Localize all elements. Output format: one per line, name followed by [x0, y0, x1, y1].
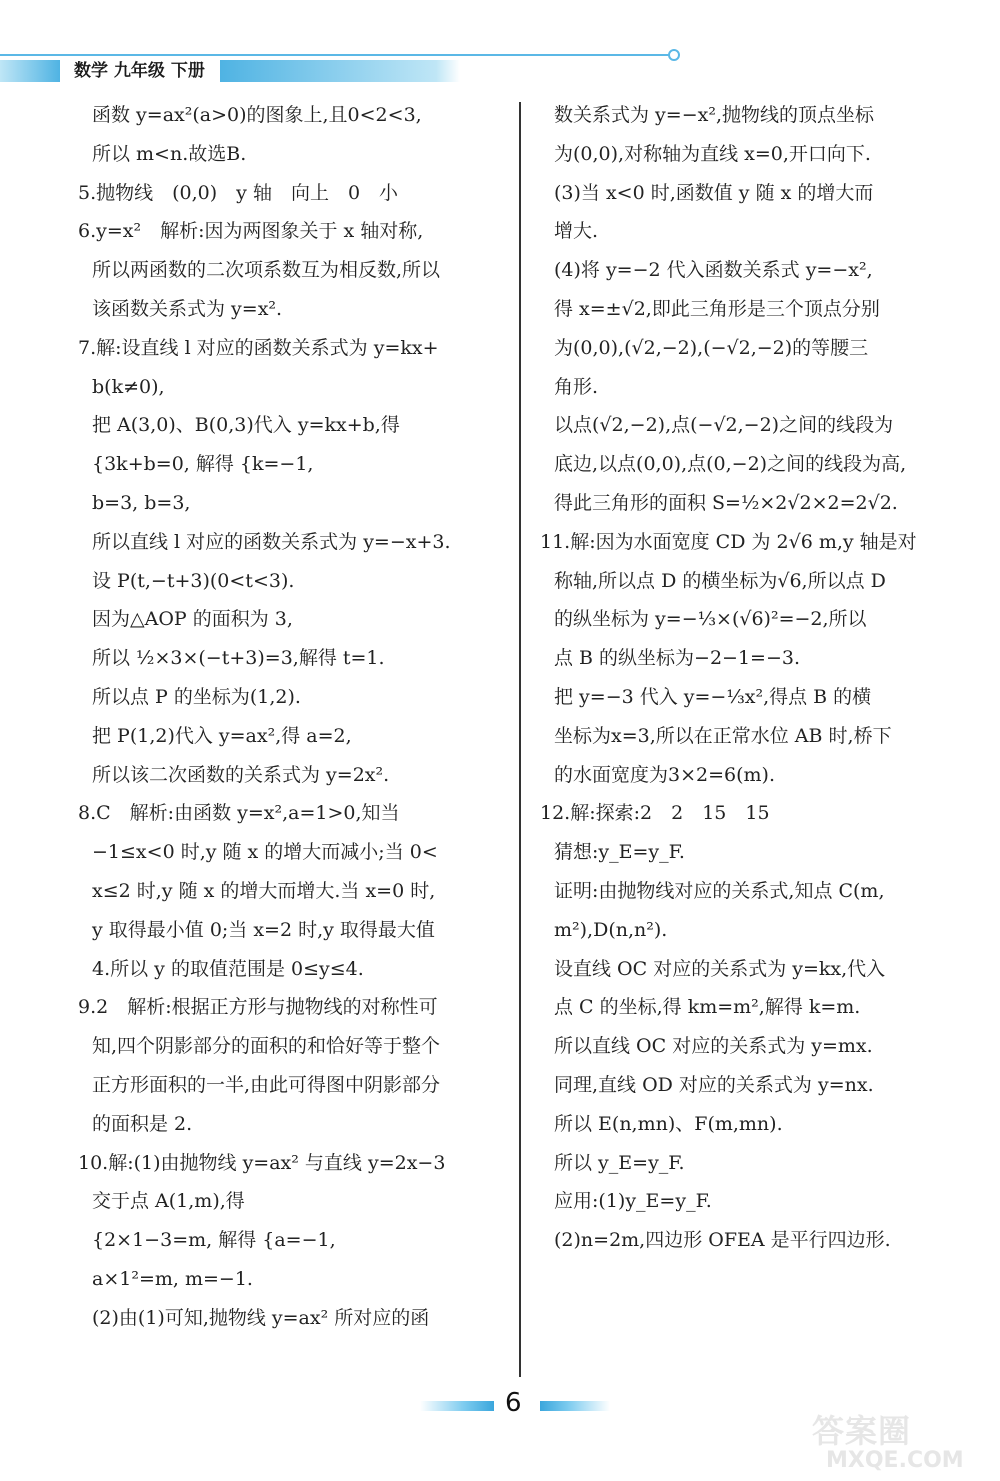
text-line: 的纵坐标为 y=−⅓×(√6)²=−2,所以	[554, 608, 867, 631]
text-line: 底边,以点(0,0),点(0,−2)之间的线段为高,	[554, 453, 907, 476]
text-line: 所以该二次函数的关系式为 y=2x².	[92, 763, 390, 786]
page-header	[0, 56, 680, 86]
right-column	[540, 96, 970, 1260]
text-line: 所以点 P 的坐标为(1,2).	[92, 685, 301, 708]
text-line: 设直线 OC 对应的关系式为 y=kx,代入	[554, 957, 886, 980]
text-line: 正方形面积的一半,由此可得图中阴影部分	[92, 1073, 441, 1096]
book-title: 数学 九年级 下册	[64, 58, 215, 84]
text-line: b(k≠0),	[92, 375, 165, 398]
equation-system: b=3, b=3,	[92, 491, 191, 514]
text-line: 把 P(1,2)代入 y=ax²,得 a=2,	[92, 724, 352, 747]
text-line: 所以 E(n,mn)、F(m,mn).	[554, 1112, 783, 1135]
text-line: 设 P(t,−t+3)(0<t<3).	[92, 569, 295, 592]
answer-8: 8.C 解析:由函数 y=x²,a=1>0,知当	[78, 802, 400, 825]
watermark-url: MXQE.COM	[826, 1448, 964, 1473]
text-line: −1≤x<0 时,y 随 x 的增大而减小;当 0<	[92, 841, 438, 864]
answer-11: 11.解:因为水面宽度 CD 为 2√6 m,y 轴是对	[540, 530, 917, 553]
text-line: m²),D(n,n²).	[554, 918, 668, 941]
text-line: 以点(√2,−2),点(−√2,−2)之间的线段为	[554, 414, 894, 437]
answer-7: 7.解:设直线 l 对应的函数关系式为 y=kx+	[78, 336, 439, 359]
page-number: 6	[505, 1388, 522, 1418]
text-line: 为(0,0),对称轴为直线 x=0,开口向下.	[554, 142, 871, 165]
text-line: 点 B 的纵坐标为−2−1=−3.	[554, 647, 801, 670]
text-line: 应用:(1)y_E=y_F.	[554, 1190, 712, 1213]
left-column	[78, 96, 510, 1338]
text-line: 猜想:y_E=y_F.	[554, 841, 685, 864]
text-line: 4.所以 y 的取值范围是 0≤y≤4.	[92, 957, 364, 980]
text-line: 数关系式为 y=−x²,抛物线的顶点坐标	[554, 104, 874, 126]
text-line: 所以 y_E=y_F.	[554, 1151, 685, 1174]
header-accent-left	[0, 60, 60, 82]
text-line: 因为△AOP 的面积为 3,	[92, 608, 293, 631]
text-line: 知,四个阴影部分的面积的和恰好等于整个	[92, 1035, 441, 1058]
text-line: 同理,直线 OD 对应的关系式为 y=nx.	[554, 1073, 874, 1096]
watermark-logo: 答案圈	[812, 1412, 912, 1450]
text-line: (3)当 x<0 时,函数值 y 随 x 的增大而	[554, 181, 874, 204]
text-line: 点 C 的坐标,得 km=m²,解得 k=m.	[554, 996, 861, 1019]
answer-12: 12.解:探索:2 2 15 15	[540, 802, 770, 825]
text-line: 函数 y=ax²(a>0)的图象上,且0<2<3,	[92, 104, 422, 126]
text-line: x≤2 时,y 随 x 的增大而增大.当 x=0 时,	[92, 879, 436, 902]
text-line: 把 y=−3 代入 y=−⅓x²,得点 B 的横	[554, 685, 872, 708]
answer-6: 6.y=x² 解析:因为两图象关于 x 轴对称,	[78, 220, 424, 243]
answer-10: 10.解:(1)由抛物线 y=ax² 与直线 y=2x−3	[78, 1151, 446, 1174]
answer-5: 5.抛物线 (0,0) y 轴 向上 0 小	[78, 181, 399, 204]
text-line: 所以 ½×3×(−t+3)=3,解得 t=1.	[92, 647, 385, 670]
text-line: (2)n=2m,四边形 OFEA 是平行四边形.	[554, 1229, 891, 1252]
column-divider	[519, 102, 521, 1377]
header-rule	[0, 54, 672, 56]
text-line: 该函数关系式为 y=x².	[92, 297, 283, 320]
text-line: (4)将 y=−2 代入函数关系式 y=−x²,	[554, 259, 873, 282]
answer-9: 9.2 解析:根据正方形与抛物线的对称性可	[78, 996, 438, 1019]
header-dot-icon	[668, 49, 680, 61]
text-line: 所以两函数的二次项系数互为相反数,所以	[92, 259, 441, 282]
text-line: y 取得最小值 0;当 x=2 时,y 取得最大值	[92, 918, 435, 941]
header-accent-right	[220, 60, 460, 82]
text-line: 所以 m<n.故选B.	[92, 142, 247, 165]
text-line: 角形.	[554, 375, 599, 398]
text-line: 得此三角形的面积 S=½×2√2×2=2√2.	[554, 491, 898, 514]
text-line: 坐标为x=3,所以在正常水位 AB 时,桥下	[554, 724, 892, 747]
text-line: 的面积是 2.	[92, 1112, 193, 1135]
text-line: 证明:由抛物线对应的关系式,知点 C(m,	[554, 879, 885, 902]
equation-system: {3k+b=0, 解得 {k=−1,	[92, 453, 314, 476]
text-line: 称轴,所以点 D 的横坐标为√6,所以点 D	[554, 569, 886, 592]
text-line: 的水面宽度为3×2=6(m).	[554, 763, 775, 786]
text-line: 为(0,0),(√2,−2),(−√2,−2)的等腰三	[554, 336, 869, 359]
footer-decoration-right	[540, 1401, 610, 1411]
text-line: 得 x=±√2,即此三角形是三个顶点分别	[554, 297, 880, 320]
text-line: 把 A(3,0)、B(0,3)代入 y=kx+b,得	[92, 414, 400, 437]
equation-system: a×1²=m, m=−1.	[92, 1267, 253, 1290]
text-line: 所以直线 OC 对应的关系式为 y=mx.	[554, 1035, 873, 1058]
equation-system: {2×1−3=m, 解得 {a=−1,	[92, 1229, 336, 1252]
text-line: 增大.	[554, 220, 599, 243]
text-line: 交于点 A(1,m),得	[92, 1190, 245, 1213]
text-line: (2)由(1)可知,抛物线 y=ax² 所对应的函	[92, 1306, 430, 1329]
text-line: 所以直线 l 对应的函数关系式为 y=−x+3.	[92, 530, 451, 553]
footer-decoration-left	[420, 1401, 494, 1411]
